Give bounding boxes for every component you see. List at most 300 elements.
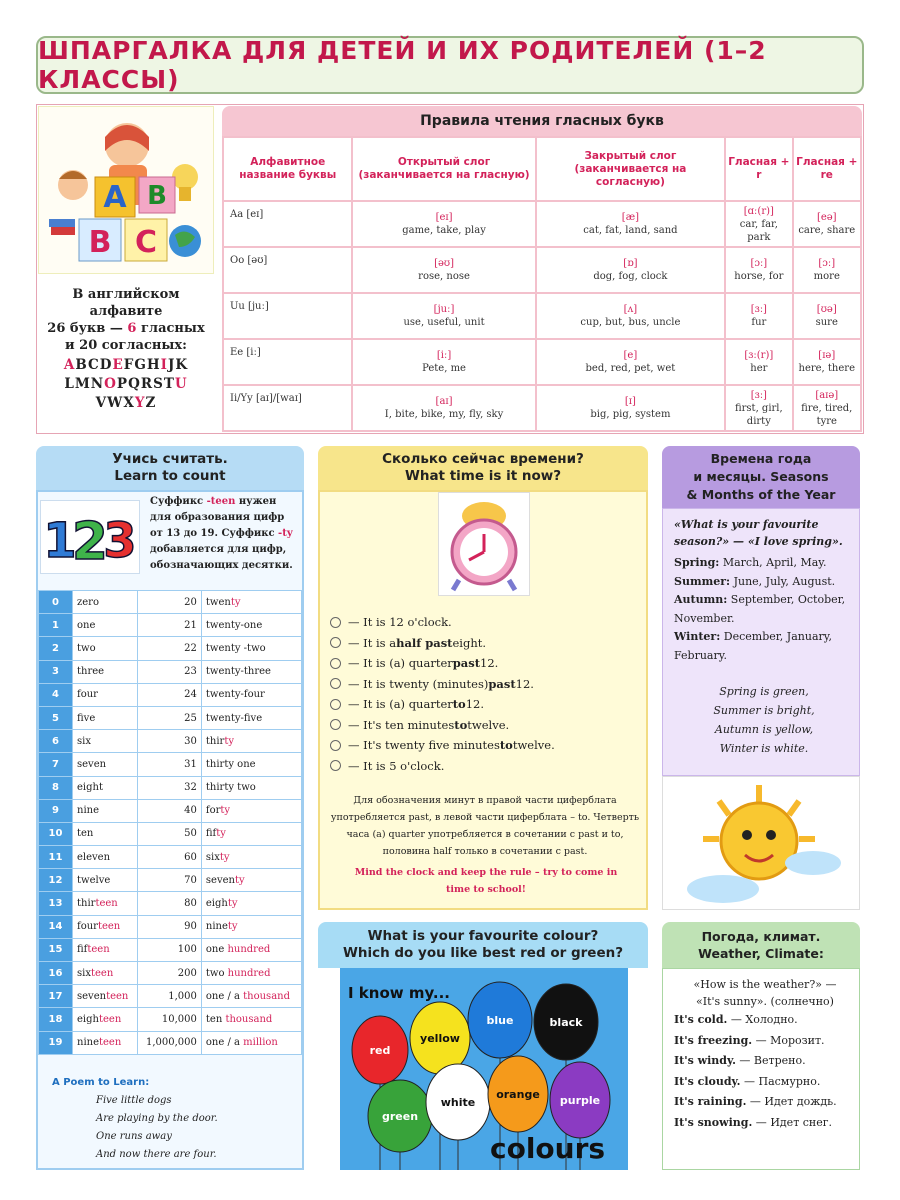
rules-row (223, 293, 861, 339)
number-digit: 14 (39, 915, 73, 938)
number-word (73, 892, 138, 915)
colours-heading: What is your favourite colour? Which do you like best red or green? (318, 922, 648, 968)
seasons-heading: Времена года и месяцы. Seasons & Months of the Year (662, 446, 860, 508)
clock-icon (330, 658, 341, 669)
number-word-2 (201, 1008, 301, 1031)
table-row (39, 776, 302, 799)
word-stem: fif (77, 944, 88, 956)
number-value: 70 (137, 869, 201, 892)
table-row (39, 753, 302, 776)
i-know-label: I know my... (348, 984, 450, 1002)
clock-icon (330, 617, 341, 628)
phonetic: [əʊ] (434, 258, 454, 269)
word-stem: twelve (77, 874, 111, 886)
weather-item (674, 1072, 856, 1093)
word-stem: three (77, 666, 105, 678)
rules-row (223, 339, 861, 385)
phonetic: [aɪ] (435, 396, 453, 407)
number-word (73, 637, 138, 660)
season-name: Winter: (674, 630, 721, 643)
balloon-label: orange (496, 1088, 540, 1101)
alphabet-letter: L (64, 376, 75, 392)
season-question: «What is your favourite season?» — «I love spring». (674, 518, 843, 548)
word-suffix: ty (216, 828, 226, 840)
season-item (674, 591, 854, 628)
number-value: 1,000 (137, 985, 201, 1008)
vowel-rules-table (222, 136, 862, 432)
word-stem: one (77, 619, 96, 631)
number-value: 1,000,000 (137, 1031, 201, 1054)
phonetic: [ʊə] (816, 304, 837, 315)
word-stem: eleven (77, 851, 111, 863)
number-value: 23 (137, 660, 201, 683)
number-word-2 (201, 869, 301, 892)
word-suffix: teen (99, 1037, 122, 1049)
number-word-2 (201, 637, 301, 660)
alphabet-letter: G (134, 357, 147, 373)
time-phrase (330, 612, 640, 633)
word-suffix: ty (230, 596, 241, 608)
number-value: 80 (137, 892, 201, 915)
weather-en: It's raining. (674, 1095, 747, 1108)
phonetic: [ɒ] (623, 258, 638, 269)
weather-en: It's freezing. (674, 1033, 753, 1047)
number-digit: 2 (39, 637, 73, 660)
word-stem: thir (77, 898, 96, 910)
phrase-key: to (499, 738, 513, 752)
table-row (39, 962, 302, 985)
number-word-2 (201, 985, 301, 1008)
examples: use, useful, unit (403, 317, 485, 328)
alphabet-letter: S (153, 376, 164, 392)
rules-letter: Ee [iː] (223, 339, 352, 385)
word-stem: one / a (205, 1037, 244, 1049)
rules-cell (536, 201, 726, 247)
word-stem: four (77, 689, 98, 701)
word-stem: one (205, 944, 228, 956)
alphabet-letter: A (63, 357, 76, 373)
examples: care, share (798, 225, 856, 236)
rules-letter: Ii/Yy [aɪ]/[waɪ] (223, 385, 352, 431)
phrase-b: 12. (465, 697, 485, 711)
rules-cell (793, 201, 861, 247)
number-word (73, 915, 138, 938)
number-value: 90 (137, 915, 201, 938)
word-stem: nine (205, 921, 228, 933)
word-stem: five (77, 712, 96, 724)
time-phrase (330, 653, 640, 674)
number-word-2 (201, 614, 301, 637)
number-word-2 (201, 730, 301, 753)
rules-row (223, 385, 861, 431)
examples: fire, tired, tyre (801, 402, 853, 427)
alphabet-letter: H (146, 357, 161, 373)
phonetic: [ɜː(r)] (744, 350, 774, 361)
table-row (39, 846, 302, 869)
word-stem: zero (77, 596, 99, 608)
examples: horse, for (734, 271, 784, 282)
phrase-key: half past (396, 635, 453, 650)
rules-cell (793, 293, 861, 339)
time-phrases (330, 612, 640, 776)
number-digit: 17 (39, 985, 73, 1008)
phonetic: [ɪə] (818, 350, 836, 361)
word-stem: seven (205, 874, 235, 886)
alphabet-letter: J (168, 357, 176, 373)
number-word (73, 822, 138, 845)
number-value: 31 (137, 753, 201, 776)
page-title-banner (36, 36, 864, 94)
number-word (73, 706, 138, 729)
poem-line: And now there are four. (96, 1149, 217, 1160)
season-months: March, April, May. (719, 556, 827, 569)
phrase-a: — It's twenty five minutes (348, 738, 500, 752)
alphabet-letter: O (104, 376, 117, 392)
weather-dash: — (735, 1054, 754, 1067)
phonetic: [aɪə] (815, 389, 839, 401)
svg-text:B: B (147, 181, 167, 211)
phonetic: [eɪ] (435, 212, 453, 223)
word-suffix: teen (106, 990, 129, 1002)
table-row (39, 637, 302, 660)
page-title: ШПАРГАЛКА ДЛЯ ДЕТЕЙ И ИХ РОДИТЕЛЕЙ (1–2 КЛАССЫ) (38, 36, 767, 94)
number-word-2 (201, 1031, 301, 1054)
number-word (73, 683, 138, 706)
phonetic: [e] (623, 350, 638, 361)
weather-heading: Погода, климат. Weather, Climate: (662, 922, 860, 968)
table-row (39, 892, 302, 915)
alphabet-letter: R (140, 376, 154, 392)
time-phrase (330, 735, 640, 756)
number-word (73, 799, 138, 822)
alphabet-letter: K (175, 357, 189, 373)
alphabet-letter: B (75, 357, 89, 373)
examples: first, girl, dirty (734, 402, 783, 427)
word-suffix: hundred (227, 967, 271, 979)
abc-illustration (38, 106, 214, 274)
number-word (73, 591, 138, 614)
weather-en: It's snowing. (674, 1115, 753, 1129)
rules-cell (352, 339, 535, 385)
word-stem: twenty-three (205, 666, 271, 678)
weather-ru: Ветрено. (753, 1054, 806, 1067)
number-value: 200 (137, 962, 201, 985)
time-phrase (330, 756, 640, 777)
word-stem: ten (77, 828, 94, 840)
examples: sure (815, 317, 838, 328)
number-value: 100 (137, 938, 201, 961)
word-stem: nine (77, 805, 99, 817)
word-stem: one / a (205, 990, 244, 1002)
digits-123-illustration (40, 500, 140, 574)
rules-cell (352, 385, 535, 431)
rules-cell (793, 339, 861, 385)
number-word (73, 1008, 138, 1031)
table-row (39, 660, 302, 683)
table-row (39, 614, 302, 637)
rules-cell (793, 247, 861, 293)
weather-dash: — (752, 1115, 771, 1129)
time-phrase (330, 633, 640, 654)
rules-cell (536, 293, 726, 339)
table-row (39, 730, 302, 753)
word-stem: nine (77, 1037, 99, 1049)
number-value: 22 (137, 637, 201, 660)
examples: rose, nose (418, 271, 470, 282)
number-word-2 (201, 683, 301, 706)
number-digit: 11 (39, 846, 73, 869)
time-note: Для обозначения минут в правой части циферблата употребляется past, в левой части циферблата – to. Четверть часа (a) quarter употребляется в сочетании с past и to, половина half только в сочетании с past. (330, 795, 640, 857)
number-digit: 9 (39, 799, 73, 822)
number-word (73, 730, 138, 753)
rules-heading: Правила чтения гласных букв (222, 106, 862, 136)
alphabet-letter: Q (128, 376, 141, 392)
alarm-clock-illustration (438, 492, 530, 596)
rules-cell (352, 201, 535, 247)
alphabet-line1: В английском алфавите (72, 287, 180, 319)
table-row (39, 1031, 302, 1054)
weather-list (674, 976, 856, 1133)
number-value: 40 (137, 799, 201, 822)
season-name: Summer: (674, 574, 731, 588)
alphabet-letter: V (95, 395, 108, 411)
phrase-b: twelve. (512, 738, 555, 752)
table-row (39, 938, 302, 961)
seasons-list (674, 516, 854, 665)
weather-item (674, 1051, 856, 1072)
rules-letter: Oo [əʊ] (223, 247, 352, 293)
weather-ru: Идет снег. (770, 1115, 833, 1129)
season-months: September, October, November. (674, 593, 846, 625)
rules-row (223, 247, 861, 293)
alphabet-letter: W (107, 395, 124, 411)
number-value: 21 (137, 614, 201, 637)
number-digit: 0 (39, 591, 73, 614)
rules-cell (725, 293, 792, 339)
number-word-2 (201, 962, 301, 985)
alphabet-row (40, 394, 212, 413)
word-stem: four (77, 921, 98, 933)
word-stem: six (77, 735, 91, 747)
number-word (73, 962, 138, 985)
alphabet-info (38, 286, 214, 354)
word-suffix: ty (234, 874, 245, 886)
word-suffix: hundred (227, 944, 271, 956)
season-name: Autumn: (674, 593, 728, 606)
alphabet-letter: X (123, 395, 135, 411)
phrase-a: — It is (a) quarter (348, 697, 453, 711)
poem-title: A Poem to Learn: (52, 1077, 150, 1088)
number-digit: 19 (39, 1031, 73, 1054)
number-digit: 15 (39, 938, 73, 961)
svg-text:2: 2 (71, 512, 109, 569)
rules-letter: Uu [juː] (223, 293, 352, 339)
table-row (39, 985, 302, 1008)
weather-item (674, 1010, 856, 1031)
table-row (39, 915, 302, 938)
number-word-2 (201, 776, 301, 799)
number-digit: 4 (39, 683, 73, 706)
phrase-key: past (488, 676, 516, 691)
svg-text:3: 3 (103, 513, 137, 569)
clock-icon (330, 719, 341, 730)
word-stem: fif (205, 828, 217, 840)
word-suffix: teen (90, 967, 114, 979)
table-row (39, 683, 302, 706)
rules-cell (793, 385, 861, 431)
number-word-2 (201, 915, 301, 938)
alphabet-line2: 26 букв — 6 гласных (47, 321, 205, 336)
alphabet-letter: N (90, 376, 105, 392)
word-stem: for (205, 805, 221, 817)
phonetic: [ɜː] (750, 389, 767, 401)
phrase-key: to (454, 717, 468, 732)
number-digit: 18 (39, 1008, 73, 1031)
word-suffix: ty (219, 851, 230, 863)
alphabet-letter: I (160, 357, 168, 373)
balloon-label: green (381, 1110, 419, 1123)
count-heading: Учись считать. Learn to count (36, 446, 304, 490)
word-stem: two (205, 967, 228, 979)
word-stem: twen (205, 596, 231, 608)
examples: I, bite, bike, my, fly, sky (384, 409, 504, 420)
number-word-2 (201, 938, 301, 961)
word-suffix: million (243, 1037, 278, 1049)
word-stem: thirty one (205, 758, 256, 770)
alphabet-letter: Z (145, 395, 157, 411)
word-stem: eight (77, 782, 103, 794)
poem-line: Are playing by the door. (96, 1113, 218, 1124)
rules-cell (536, 339, 726, 385)
phrase-b: 12. (480, 656, 499, 670)
number-value: 32 (137, 776, 201, 799)
examples: bed, red, pet, wet (585, 363, 676, 374)
suffix-note: Суффикс -teen нужен для образования цифр от 13 до 19. Суффикс -ty добавляется для цифр, обозначающих десятки. (150, 496, 293, 571)
table-row (39, 706, 302, 729)
word-stem: eigh (205, 898, 228, 910)
phonetic: [ɜː] (750, 304, 767, 315)
examples: cat, fat, land, sand (583, 225, 678, 236)
examples: car, far, park (739, 218, 778, 243)
colours-word: colours (490, 1132, 606, 1165)
seasons-poem: Spring is green, Summer is bright, Autumn is yellow, Winter is white. (713, 685, 815, 755)
weather-dash: — (740, 1074, 759, 1088)
alphabet-letter: E (112, 357, 124, 373)
rules-row (223, 201, 861, 247)
rules-cell (536, 247, 726, 293)
alphabet-letter: U (174, 376, 188, 392)
rules-cell (725, 201, 792, 247)
balloon-label: red (369, 1044, 391, 1057)
word-stem: six (205, 851, 220, 863)
number-word (73, 776, 138, 799)
word-suffix: teen (98, 1013, 122, 1025)
rules-cell (352, 293, 535, 339)
word-stem: twenty-five (205, 712, 263, 724)
number-word-2 (201, 822, 301, 845)
balloon-label: black (549, 1016, 583, 1029)
weather-ru: Морозит. (770, 1033, 825, 1047)
phonetic: [æ] (621, 212, 639, 223)
number-digit: 8 (39, 776, 73, 799)
word-suffix: teen (95, 898, 118, 910)
number-word-2 (201, 799, 301, 822)
svg-text:B: B (88, 225, 112, 260)
word-stem: eigh (77, 1013, 99, 1025)
table-row (39, 822, 302, 845)
alphabet-letter: M (74, 376, 91, 392)
svg-text:1: 1 (43, 513, 77, 569)
poem-line: Five little dogs (96, 1095, 172, 1106)
time-phrase (330, 674, 640, 695)
phonetic: [juː] (433, 304, 455, 315)
count-poem (52, 1074, 292, 1164)
word-stem: six (77, 967, 91, 979)
phrase-a: — It is 5 o'clock. (348, 758, 445, 773)
rules-header: Открытый слог (заканчивается на гласную) (352, 137, 535, 201)
weather-en: It's cold. (674, 1013, 728, 1026)
phrase-b: eight. (452, 635, 487, 650)
number-digit: 3 (39, 660, 73, 683)
rules-letter: Aa [eɪ] (223, 201, 352, 247)
rules-cell (725, 247, 792, 293)
examples: her (750, 363, 768, 374)
number-value: 10,000 (137, 1008, 201, 1031)
examples: more (813, 271, 840, 282)
weather-ru: Пасмурно. (758, 1074, 821, 1088)
number-digit: 1 (39, 614, 73, 637)
number-word-2 (201, 753, 301, 776)
number-word (73, 1031, 138, 1054)
examples: here, there (798, 363, 855, 374)
season-item (674, 573, 854, 592)
number-word (73, 753, 138, 776)
number-word (73, 846, 138, 869)
weather-question: «How is the weather?» — (693, 978, 837, 991)
word-stem: twenty-four (205, 689, 265, 701)
weather-ru: Идет дождь. (764, 1095, 837, 1108)
clock-icon (330, 699, 341, 710)
examples: big, pig, system (590, 409, 671, 420)
rules-cell (536, 385, 726, 431)
number-digit: 10 (39, 822, 73, 845)
rules-header: Алфавитное название буквы (223, 137, 352, 201)
phonetic: [ʌ] (623, 304, 638, 315)
word-suffix: teen (87, 944, 110, 956)
balloon-white (426, 1064, 490, 1170)
phonetic: [ɔː] (818, 258, 836, 269)
season-months: December, January, February. (674, 630, 833, 662)
number-value: 20 (137, 591, 201, 614)
balloon-label: white (440, 1096, 476, 1109)
word-suffix: ty (224, 735, 234, 747)
number-value: 25 (137, 706, 201, 729)
season-item (674, 628, 854, 665)
examples: game, take, play (402, 225, 486, 236)
number-digit: 7 (39, 753, 73, 776)
weather-en: It's windy. (674, 1054, 736, 1067)
word-suffix: thousand (225, 1013, 273, 1025)
phrase-b: 12. (515, 676, 534, 691)
weather-en: It's cloudy. (674, 1074, 741, 1088)
alphabet-letters (40, 356, 212, 413)
season-item (674, 554, 854, 573)
numbers-table (38, 590, 302, 1055)
weather-item (674, 1113, 856, 1134)
sun-illustration (662, 776, 860, 910)
phonetic: [ɑː(r)] (743, 205, 774, 217)
word-stem: thirty two (205, 782, 256, 794)
